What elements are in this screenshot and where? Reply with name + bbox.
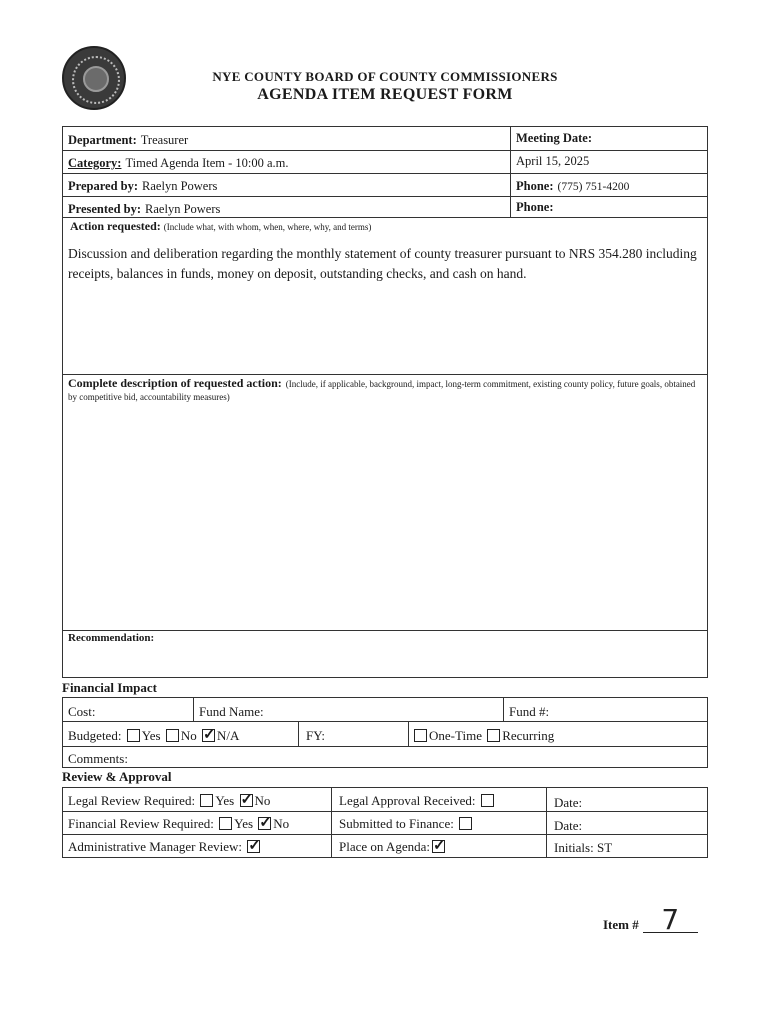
recommendation-label: Recommendation: xyxy=(68,632,155,644)
item-number-value: 7 xyxy=(643,908,698,933)
initials-value: ST xyxy=(596,840,613,855)
place-on-agenda-row: Place on Agenda:✓ xyxy=(339,839,447,855)
legal-review-yes-checkbox[interactable] xyxy=(200,794,213,807)
description-label: Complete description of requested action: (Include, if applicable, background, impact, long-term commitment, existing county policy, future goals, obtained by competitive bid, accountability measures) xyxy=(68,376,696,402)
department-value: Treasurer xyxy=(140,133,189,147)
financial-review-row: Financial Review Required: Yes ✓ No xyxy=(68,816,289,832)
meeting-date-value: April 15, 2025 xyxy=(516,154,590,168)
category-value: Timed Agenda Item - 10:00 a.m. xyxy=(125,156,289,170)
submitted-finance-row: Submitted to Finance: xyxy=(339,816,474,832)
legal-approval-checkbox[interactable] xyxy=(481,794,494,807)
recommendation-box xyxy=(62,630,708,678)
presented-by-value: Raelyn Powers xyxy=(145,202,221,216)
budgeted-na-checkbox[interactable] xyxy=(202,729,215,742)
category-row: Category: Timed Agenda Item - 10:00 a.m. xyxy=(68,156,289,170)
action-requested-label: Action requested: (Include what, with whom, when, where, why, and terms) xyxy=(70,219,372,233)
prepared-by-row: Prepared by: Raelyn Powers xyxy=(68,179,218,193)
fund-number-label: Fund #: xyxy=(509,704,550,719)
action-requested-text: Discussion and deliberation regarding the monthly statement of county treasurer pursuant to NRS 354.280 including receipts, balances in funds, money on deposit, outstanding checks, and cash on hand. xyxy=(68,246,697,281)
one-time-checkbox[interactable] xyxy=(414,729,427,742)
fund-name-label: Fund Name: xyxy=(199,704,264,719)
department-row: Department: Treasurer xyxy=(68,133,189,147)
admin-review-checkbox[interactable] xyxy=(247,840,260,853)
meeting-date-label: Meeting Date: xyxy=(516,131,593,145)
review-approval-title: Review & Approval xyxy=(62,769,172,784)
phone-value: (775) 751-4200 xyxy=(557,181,630,193)
header-county-title: NYE COUNTY BOARD OF COUNTY COMMISSIONERS xyxy=(212,69,558,84)
prepared-by-value: Raelyn Powers xyxy=(142,179,218,193)
date-label-2: Date: xyxy=(554,818,583,833)
budgeted-no-checkbox[interactable] xyxy=(166,729,179,742)
cost-label: Cost: xyxy=(68,704,96,719)
legal-review-row: Legal Review Required: Yes ✓ No xyxy=(68,793,270,809)
admin-review-row: Administrative Manager Review: ✓ xyxy=(68,839,262,855)
phone-label-2: Phone: xyxy=(516,200,554,214)
comments-label: Comments: xyxy=(68,751,128,766)
presented-by-row: Presented by: Raelyn Powers xyxy=(68,202,221,216)
action-requested-box xyxy=(62,217,708,375)
phone-row-1: Phone: (775) 751-4200 xyxy=(516,179,630,193)
budgeted-yes-checkbox[interactable] xyxy=(127,729,140,742)
recurring-checkbox[interactable] xyxy=(487,729,500,742)
frequency-row: One-Time Recurring xyxy=(412,728,554,744)
date-label-1: Date: xyxy=(554,795,583,810)
financial-review-no-checkbox[interactable] xyxy=(258,817,271,830)
financial-review-yes-checkbox[interactable] xyxy=(219,817,232,830)
initials-row: Initials: ST xyxy=(554,840,613,855)
form-title: AGENDA ITEM REQUEST FORM xyxy=(257,86,513,103)
budgeted-row: Budgeted: Yes No ✓ N/A xyxy=(68,728,239,744)
submitted-finance-checkbox[interactable] xyxy=(459,817,472,830)
place-on-agenda-checkbox[interactable] xyxy=(432,840,445,853)
financial-impact-title: Financial Impact xyxy=(62,680,157,695)
description-box xyxy=(62,374,708,631)
legal-approval-row: Legal Approval Received: xyxy=(339,793,496,809)
fy-label: FY: xyxy=(306,728,326,743)
legal-review-no-checkbox[interactable] xyxy=(240,794,253,807)
item-number: Item # 7 xyxy=(603,908,703,934)
